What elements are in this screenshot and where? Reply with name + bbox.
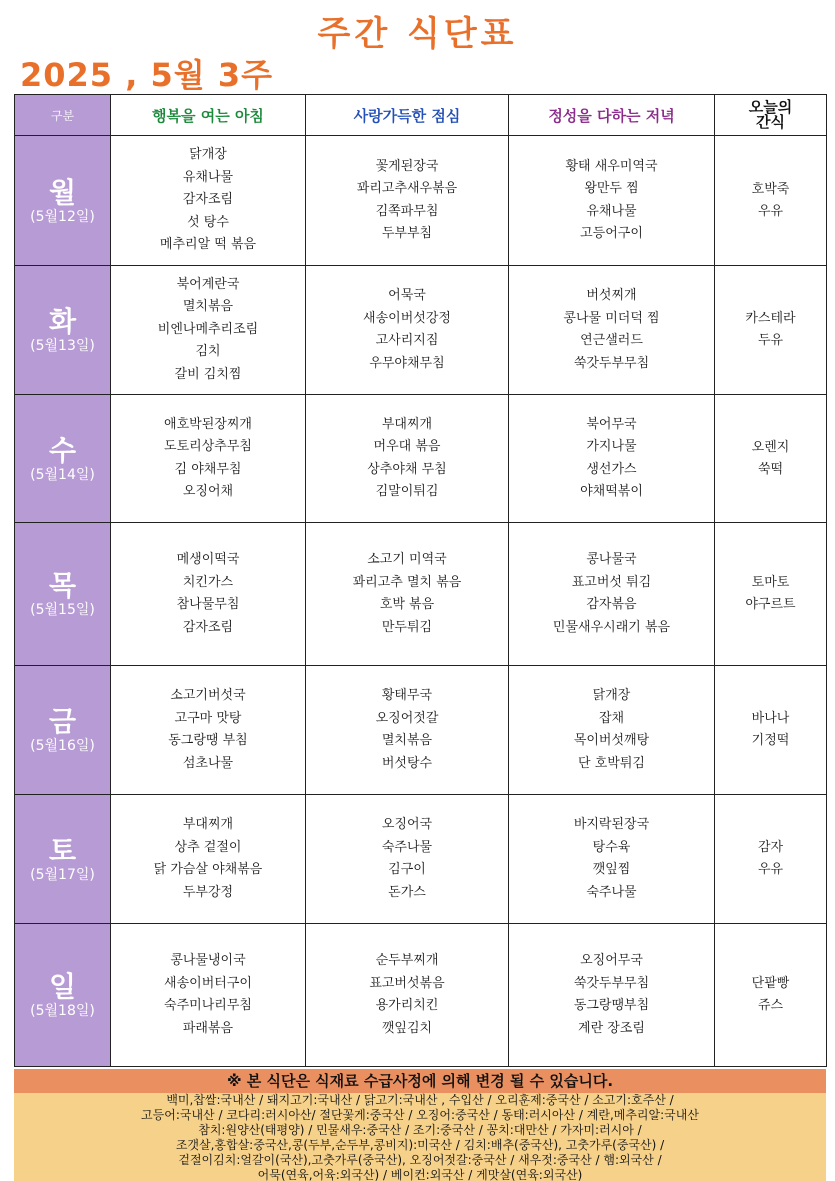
weekly-menu-table: [14, 94, 827, 1067]
dinner-item: 왕만두 찜: [584, 181, 639, 196]
dinner-item: 민물새우시래기 볶음: [552, 619, 671, 635]
lunch-cell: [306, 795, 509, 924]
breakfast-cell: [111, 924, 306, 1067]
snack-item: 단팥빵: [751, 976, 790, 991]
snack-item: 토마토: [751, 575, 790, 590]
snack-header-line2: 간식: [756, 113, 785, 131]
breakfast-item: 김치: [195, 344, 221, 360]
day-cell: [15, 795, 111, 924]
breakfast-item: 유채나물: [182, 169, 234, 185]
lunch-item: 버섯탕수: [381, 755, 433, 771]
breakfast-item: 두부강정: [182, 884, 234, 900]
breakfast-item: 감자조림: [182, 619, 234, 635]
table-header-row: [15, 95, 827, 136]
breakfast-item: 치킨가스: [182, 574, 234, 590]
dinner-cell: [509, 266, 715, 395]
dinner-header: 정성을 다하는 저녁: [509, 95, 715, 136]
dinner-cell: [509, 795, 715, 924]
origin-info: [14, 1093, 826, 1181]
week-subtitle: 2025 , 5월 3주: [20, 56, 273, 94]
dinner-item: 깻잎찜: [592, 862, 631, 877]
day-cell: [15, 924, 111, 1067]
breakfast-cell: [111, 666, 306, 795]
snack-cell: [715, 136, 827, 266]
dinner-item: 바지락된장국: [573, 817, 650, 832]
dinner-item: 계란 장조림: [578, 1020, 645, 1036]
breakfast-header: 행복을 여는 아침: [111, 95, 306, 136]
lunch-header: 사랑가득한 점심: [306, 95, 509, 136]
breakfast-item: 갈비 김치찜: [174, 366, 242, 382]
snack-item: 우유: [757, 862, 784, 877]
dinner-item: 버섯찌개: [586, 288, 637, 303]
dinner-item: 가지나물: [586, 439, 637, 454]
dinner-item: 숙주나물: [586, 884, 637, 900]
origin-line: 참치:원양산(태평양) / 민물새우:중국산 / 조기:중국산 / 꽁치:대만산 / 가자미:러시아 /: [198, 1123, 642, 1137]
snack-item: 쥬스: [757, 998, 784, 1013]
dinner-item: 콩나물 미더덕 찜: [563, 310, 660, 326]
day-name: 화: [48, 305, 77, 338]
breakfast-item: 숙주미나리무침: [164, 998, 252, 1013]
day-cell: [15, 395, 111, 523]
lunch-item: 고사리지짐: [375, 333, 439, 348]
origin-line: 어묵(연육,어육:외국산) / 베이컨:외국산 / 게맛살(연육:외국산): [257, 1168, 583, 1181]
day-cell: [15, 666, 111, 795]
lunch-cell: [306, 136, 509, 266]
snack-item: 감자: [757, 840, 784, 855]
lunch-item: 김말이튀김: [375, 484, 439, 499]
lunch-cell: [306, 266, 509, 395]
lunch-item: 두부부침: [381, 226, 433, 241]
snack-cell: [715, 395, 827, 523]
breakfast-item: 부대찌개: [182, 817, 234, 832]
origin-line: 겉절이김치:얼갈이(국산),고춧가루(중국산), 오징어젓갈:중국산 / 새우젓:중국산 / 햄:외국산 /: [178, 1153, 662, 1167]
breakfast-cell: [111, 266, 306, 395]
lunch-item: 상추야채 무침: [367, 461, 447, 477]
day-date: (5월13일): [30, 338, 95, 354]
breakfast-item: 애호박된장찌개: [164, 416, 252, 432]
breakfast-item: 파래볶음: [182, 1020, 234, 1036]
breakfast-cell: [111, 795, 306, 924]
dinner-item: 생선가스: [586, 461, 637, 477]
lunch-cell: [306, 523, 509, 666]
lunch-cell: [306, 666, 509, 795]
lunch-item: 만두튀김: [381, 619, 433, 635]
lunch-item: 부대찌개: [381, 416, 433, 432]
day-name: 금: [48, 705, 77, 738]
lunch-item: 순두부찌개: [375, 953, 439, 968]
snack-cell: [715, 523, 827, 666]
lunch-item: 우무야채무침: [369, 355, 445, 371]
lunch-item: 김구이: [388, 862, 426, 877]
lunch-item: 꽈리고추새우볶음: [356, 181, 458, 196]
table-row: [15, 136, 827, 266]
breakfast-item: 참나물무침: [176, 597, 240, 612]
dinner-item: 북어무국: [586, 416, 637, 432]
dinner-item: 고등어구이: [580, 226, 643, 241]
table-row: [15, 666, 827, 795]
snack-cell: [715, 795, 827, 924]
day-date: (5월17일): [30, 867, 95, 883]
breakfast-item: 콩나물냉이국: [170, 953, 246, 968]
dinner-item: 콩나물국: [586, 552, 637, 567]
lunch-item: 용가리치킨: [375, 998, 439, 1013]
lunch-item: 오징어국: [381, 817, 433, 832]
lunch-item: 오징어젓갈: [375, 710, 439, 726]
lunch-item: 호박 볶음: [379, 597, 435, 612]
dinner-item: 닭개장: [592, 688, 631, 703]
dinner-item: 단 호박튀김: [578, 755, 645, 771]
breakfast-cell: [111, 395, 306, 523]
dinner-item: 황태 새우미역국: [565, 158, 658, 174]
breakfast-item: 오징어채: [182, 484, 234, 499]
day-cell: [15, 136, 111, 266]
lunch-cell: [306, 395, 509, 523]
origin-line: 고등어:국내산 / 코다리:러시아산/ 절단꽃게:중국산 / 오징어:중국산 / 동태:러시아산 / 계란,메추리알:국내산: [141, 1108, 699, 1122]
snack-item: 두유: [757, 333, 784, 348]
breakfast-item: 멸치볶음: [182, 299, 234, 315]
lunch-item: 소고기 미역국: [367, 552, 447, 567]
dinner-item: 목이버섯깨탕: [573, 733, 650, 748]
breakfast-item: 닭 가슴살 야채볶음: [153, 862, 263, 877]
dinner-item: 표고버섯 튀김: [571, 574, 652, 590]
dinner-item: 오징어무국: [580, 953, 643, 968]
dinner-cell: [509, 136, 715, 266]
snack-item: 야구르트: [745, 597, 796, 612]
snack-cell: [715, 266, 827, 395]
lunch-item: 새송이버섯강정: [363, 310, 451, 326]
day-date: (5월14일): [30, 466, 95, 483]
breakfast-item: 상추 겉절이: [174, 839, 242, 855]
table-row: [15, 395, 827, 523]
day-name: 토: [48, 834, 77, 867]
snack-cell: [715, 666, 827, 795]
breakfast-item: 감자조림: [182, 192, 234, 208]
dinner-cell: [509, 666, 715, 795]
dinner-item: 연근샐러드: [580, 333, 643, 348]
table-row: [15, 924, 827, 1067]
dinner-item: 유채나물: [586, 203, 637, 219]
corner-header: 구분: [15, 95, 111, 136]
snack-header: [715, 95, 827, 136]
breakfast-item: 새송이버터구이: [164, 975, 252, 991]
snack-cell: [715, 924, 827, 1067]
snack-item: 카스테라: [745, 311, 796, 326]
lunch-item: 꽃게된장국: [375, 158, 439, 174]
snack-item: 기정떡: [751, 733, 790, 748]
lunch-item: 머우대 볶음: [373, 439, 441, 454]
day-name: 월: [48, 175, 77, 209]
breakfast-item: 도토리상추무침: [164, 439, 252, 454]
table-row: [15, 266, 827, 395]
snack-item: 오렌지: [751, 439, 790, 455]
snack-item: 호박죽: [751, 181, 790, 197]
page-title: 주간 식단표: [317, 14, 518, 54]
dinner-item: 쑥갓두부무침: [573, 355, 650, 371]
lunch-item: 표고버섯볶음: [369, 975, 445, 991]
dinner-cell: [509, 395, 715, 523]
origin-line: 조갯살,홍합살:중국산,콩(두부,순두부,콩비지):미국산 / 김치:배추(중국산), 고춧가루(중국산) /: [175, 1138, 665, 1152]
breakfast-item: 비엔나메추리조림: [157, 321, 259, 337]
lunch-cell: [306, 924, 509, 1067]
table-row: [15, 523, 827, 666]
dinner-item: 야채떡볶이: [580, 484, 643, 499]
breakfast-item: 북어계란국: [176, 276, 240, 292]
day-date: (5월15일): [30, 602, 95, 618]
day-name: 목: [48, 569, 77, 602]
snack-item: 바나나: [751, 711, 790, 726]
breakfast-item: 닭개장: [189, 147, 227, 163]
lunch-item: 어묵국: [388, 288, 426, 303]
day-date: (5월16일): [30, 738, 95, 754]
table-row: [15, 795, 827, 924]
lunch-item: 황태무국: [381, 688, 433, 703]
breakfast-item: 섬초나물: [182, 755, 234, 771]
dinner-item: 쑥갓두부무침: [573, 975, 650, 991]
dinner-item: 탕수육: [592, 839, 631, 855]
dinner-cell: [509, 924, 715, 1067]
breakfast-item: 메생이떡국: [176, 552, 240, 567]
day-cell: [15, 523, 111, 666]
breakfast-item: 김 야채무침: [174, 461, 242, 477]
dinner-item: 잡채: [598, 710, 625, 726]
breakfast-cell: [111, 136, 306, 266]
lunch-item: 돈가스: [388, 884, 426, 900]
breakfast-cell: [111, 523, 306, 666]
dinner-item: 감자볶음: [586, 597, 637, 612]
lunch-item: 멸치볶음: [381, 733, 433, 748]
day-name: 일: [48, 970, 77, 1003]
breakfast-item: 고구마 맛탕: [174, 710, 242, 726]
lunch-item: 김쪽파무침: [375, 203, 439, 219]
snack-item: 쑥떡: [757, 461, 784, 477]
lunch-item: 꽈리고추 멸치 볶음: [352, 574, 462, 590]
breakfast-item: 동그랑땡 부침: [168, 733, 248, 748]
notice-banner: ※ 본 식단은 식재료 수급사정에 의해 변경 될 수 있습니다.: [14, 1069, 826, 1093]
snack-header-line1: 오늘의: [748, 98, 793, 116]
day-date: (5월18일): [30, 1003, 95, 1019]
breakfast-item: 섯 탕수: [187, 214, 229, 230]
day-name: 수: [48, 433, 77, 467]
lunch-item: 깻잎김치: [381, 1020, 433, 1036]
origin-line: 백미,찹쌀:국내산 / 돼지고기:국내산 / 닭고기:국내산 , 수입산 / 오리훈제:중국산 / 소고기:호주산 /: [166, 1093, 674, 1107]
breakfast-item: 소고기버섯국: [170, 688, 246, 703]
snack-item: 우유: [757, 203, 784, 219]
lunch-item: 숙주나물: [381, 839, 433, 855]
dinner-cell: [509, 523, 715, 666]
day-date: (5월12일): [30, 208, 95, 225]
breakfast-item: 메추리알 떡 볶음: [159, 237, 257, 253]
dinner-item: 동그랑땡부침: [573, 998, 650, 1013]
day-cell: [15, 266, 111, 395]
